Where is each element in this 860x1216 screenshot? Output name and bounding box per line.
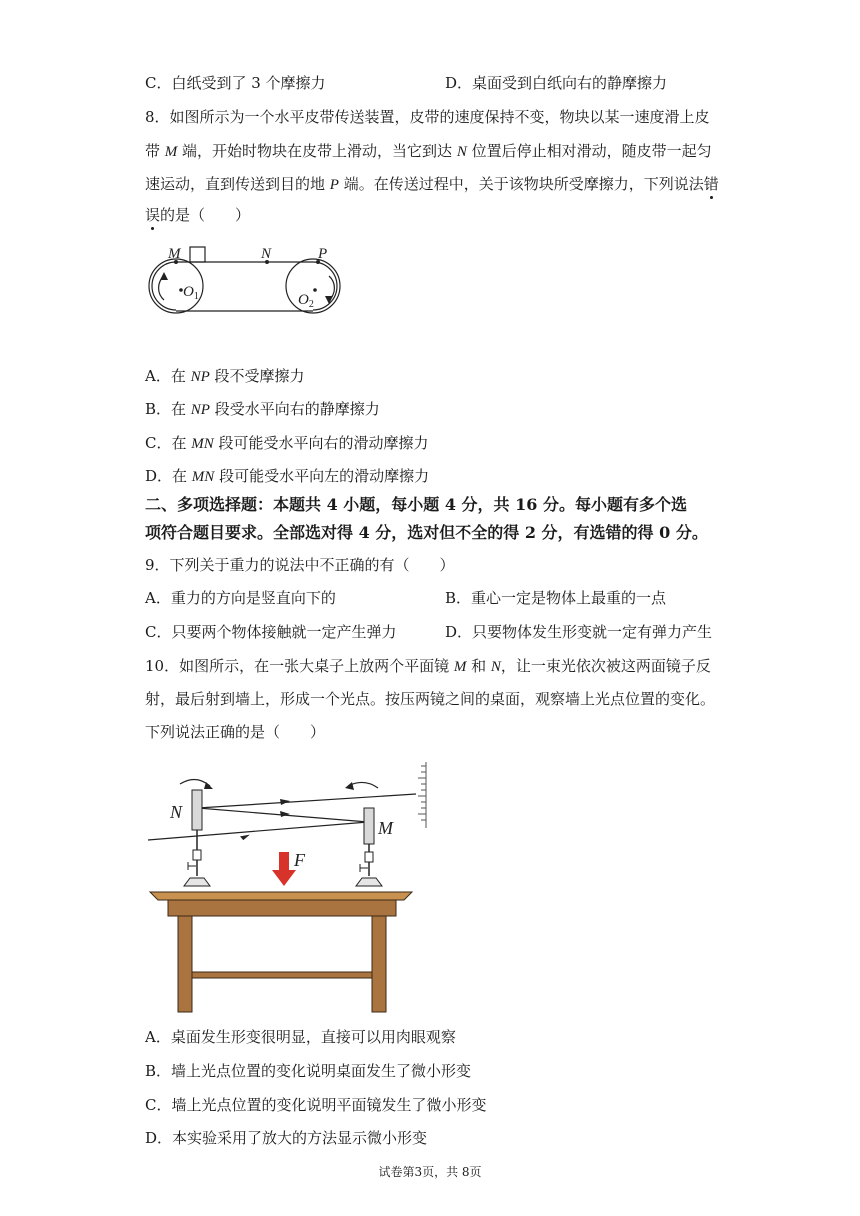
- label-f: F: [294, 850, 305, 870]
- q8-option-d: D．在 MN 段可能受水平向左的滑动摩擦力: [145, 467, 430, 485]
- q8-option-a: A．在 NP 段不受摩擦力: [145, 367, 305, 385]
- label-n: N: [170, 802, 183, 822]
- q10-stem-line1: 10．如图所示，在一张大桌子上放两个平面镜 M 和 N，让一束光依次被这两面镜子反: [145, 657, 711, 675]
- emphasis-mark: 误: [145, 206, 161, 224]
- page-footer: 试卷第3页，共 8页: [378, 1165, 482, 1179]
- q10-stem-line3: 下列说法正确的是（ ）: [145, 723, 326, 741]
- q9-option-d: D．只要物体发生形变就一定有弹力产生: [445, 623, 713, 641]
- label-m: M: [168, 246, 181, 262]
- q8-stem-line4: 误的是（ ）: [145, 206, 251, 224]
- q9-option-a: A．重力的方向是竖直向下的: [145, 589, 336, 607]
- label-o1: $O_1$: [183, 284, 199, 302]
- q10-option-d: D．本实验采用了放大的方法显示微小形变: [145, 1129, 428, 1147]
- q9-stem: 9．下列关于重力的说法中不正确的有（ ）: [145, 556, 455, 574]
- force-arrow-icon: [272, 852, 296, 886]
- q7-option-d: D．桌面受到白纸向右的静摩擦力: [445, 74, 668, 92]
- q10-stem-line2: 射，最后射到墙上，形成一个光点。按压两镜之间的桌面，观察墙上光点位置的变化。: [145, 690, 716, 708]
- q9-option-b: B．重心一定是物体上最重的一点: [445, 589, 667, 607]
- emphasis-mark: 错: [703, 175, 719, 193]
- pulley-o1: [149, 259, 203, 313]
- q8-stem-line1: 8．如图所示为一个水平皮带传送装置，皮带的速度保持不变，物块以某一速度滑上皮: [145, 108, 710, 126]
- q10-option-b: B．墙上光点位置的变化说明桌面发生了微小形变: [145, 1062, 472, 1080]
- section2-heading-line1: 二、多项选择题：本题共 4 小题，每小题 4 分，共 16 分。每小题有多个选: [145, 495, 687, 514]
- block: [190, 247, 205, 262]
- mirror-n: [184, 790, 210, 886]
- label-n: N: [261, 246, 272, 262]
- q9-option-c: C．只要两个物体接触就一定产生弹力: [145, 623, 397, 641]
- section2-heading-line2: 项符合题目要求。全部选对得 4 分，选对但不全的得 2 分，有选错的得 0 分。: [145, 523, 708, 542]
- q8-option-b: B．在 NP 段受水平向右的静摩擦力: [145, 400, 380, 418]
- mirror-table-figure: [140, 758, 435, 1016]
- q8-option-c: C．在 MN 段可能受水平向右的滑动摩擦力: [145, 434, 429, 452]
- label-p: P: [318, 246, 328, 262]
- q10-option-a: A．桌面发生形变很明显，直接可以用肉眼观察: [145, 1028, 456, 1046]
- q7-option-c: C．白纸受到了 3 个摩擦力: [145, 74, 326, 92]
- q8-stem-line2: 带 M 端，开始时物块在皮带上滑动，当它到达 N 位置后停止相对滑动，随皮带一起匀: [145, 142, 712, 160]
- wall-scale: [418, 762, 426, 828]
- label-o2: $O_2$: [298, 292, 314, 310]
- label-m: M: [378, 818, 393, 838]
- table: [150, 892, 412, 1012]
- q10-option-c: C．墙上光点位置的变化说明平面镜发生了微小形变: [145, 1096, 487, 1114]
- conveyor-belt-figure: [140, 238, 350, 318]
- q8-stem-line3: 速运动，直到传送到目的地 P 端。在传送过程中，关于该物块所受摩擦力，下列说法错: [145, 175, 719, 193]
